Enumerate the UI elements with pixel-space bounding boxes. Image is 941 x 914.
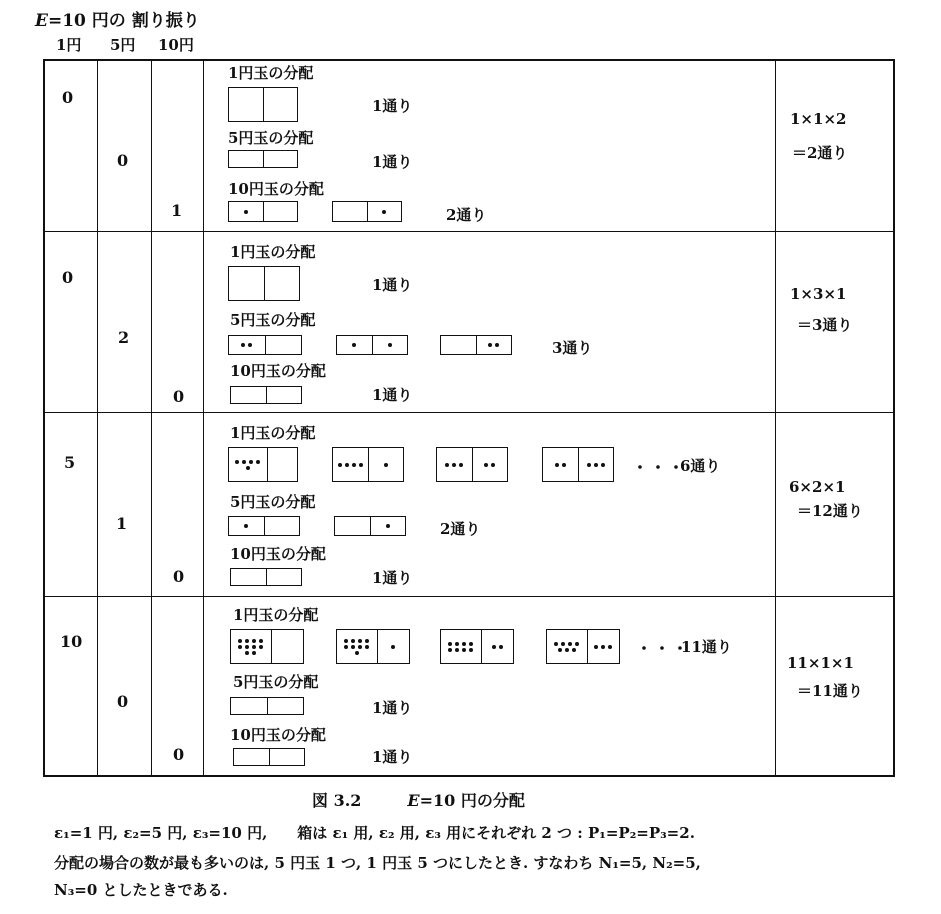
compartment-1 (229, 151, 263, 167)
coin-dot (601, 645, 605, 649)
coin-dot (492, 645, 496, 649)
compartment-2 (267, 698, 304, 714)
compartment-2 (370, 517, 406, 535)
coin-dot (382, 210, 386, 214)
row4-count-10yen: 1通り (372, 748, 413, 766)
r3-10yen-box (230, 568, 302, 586)
r2-5yen-box-a (228, 335, 302, 355)
coin-dot (246, 466, 250, 470)
compartment-1 (337, 336, 372, 354)
coin-dot (344, 645, 348, 649)
row3-n1: 5 (64, 453, 76, 472)
compartment-2 (263, 151, 298, 167)
row3-count-5yen: 2通り (440, 520, 481, 538)
row2-count-10yen: 1通り (372, 386, 413, 404)
r2-10yen-box (230, 386, 302, 404)
compartment-2 (263, 88, 298, 121)
compartment-1 (333, 448, 368, 481)
row3-label-10yen: 10円玉の分配 (230, 545, 326, 563)
compartment-1 (229, 517, 264, 535)
coin-dot (495, 343, 499, 347)
row4-ellipsis-1yen: ・・・ (636, 639, 691, 658)
compartment-2 (377, 630, 410, 663)
coin-dot (455, 648, 459, 652)
coin-dot (245, 645, 249, 649)
coin-dot (445, 463, 449, 467)
compartment-2 (476, 336, 512, 354)
col-divider-4 (775, 59, 776, 777)
col-header-1yen: 1円 (56, 36, 82, 54)
row1-result-line2: ＝2通り (792, 144, 848, 162)
compartment-2 (271, 630, 304, 663)
row1-count-10yen: 2通り (446, 206, 487, 224)
coin-dot (235, 460, 239, 464)
row4-n2: 0 (117, 692, 129, 711)
figure-caption (312, 788, 525, 811)
col-divider-3 (203, 59, 204, 777)
r2-5yen-box-c (440, 335, 512, 355)
row3-label-5yen: 5円玉の分配 (230, 493, 316, 511)
coin-dot (601, 463, 605, 467)
compartment-2 (578, 448, 614, 481)
coin-dot (448, 642, 452, 646)
coin-dot (252, 645, 256, 649)
row3-result-line1: 6×2×1 (789, 478, 846, 496)
col-header-10yen: 10円 (158, 36, 194, 54)
compartment-2 (264, 267, 300, 300)
row4-n3: 0 (173, 745, 185, 764)
coin-dot (572, 648, 576, 652)
coin-dot (562, 463, 566, 467)
compartment-1 (229, 202, 263, 221)
coin-dot (245, 639, 249, 643)
coin-dot (248, 343, 252, 347)
header-title-text: =10 円の 割り振り (47, 11, 200, 31)
caption-fig-number: 図 3.2 (312, 791, 362, 810)
row-divider-2 (43, 412, 895, 413)
coin-dot (462, 642, 466, 646)
compartment-1 (231, 630, 271, 663)
r4-1yen-box-a (230, 629, 304, 664)
row1-label-5yen: 5円玉の分配 (228, 129, 314, 147)
coin-dot (352, 343, 356, 347)
coin-dot (469, 648, 473, 652)
row1-label-10yen: 10円玉の分配 (228, 180, 324, 198)
r1-1yen-box (228, 87, 298, 122)
row-divider-1 (43, 231, 895, 232)
r3-5yen-box-b (334, 516, 406, 536)
coin-dot (244, 524, 248, 528)
header-e-symbol: E (35, 11, 48, 31)
row2-count-5yen: 3通り (552, 339, 593, 357)
row2-label-1yen: 1円玉の分配 (230, 243, 316, 261)
r3-1yen-box-c (436, 447, 508, 482)
coin-dot (575, 642, 579, 646)
compartment-2 (587, 630, 620, 663)
coin-dot (238, 645, 242, 649)
compartment-1 (231, 387, 266, 403)
compartment-2 (481, 630, 514, 663)
coin-dot (488, 343, 492, 347)
r4-1yen-box-b (336, 629, 410, 664)
coin-dot (484, 463, 488, 467)
figure-header-title (35, 6, 200, 31)
row4-label-10yen: 10円玉の分配 (230, 726, 326, 744)
caption-e-symbol: E (407, 791, 420, 810)
r3-1yen-box-b (332, 447, 404, 482)
coin-dot (259, 645, 263, 649)
row1-count-5yen: 1通り (372, 153, 413, 171)
compartment-2 (264, 517, 300, 535)
r3-5yen-box-a (228, 516, 300, 536)
footnote-line3: N₃=0 としたときである. (54, 881, 228, 899)
coin-dot (365, 645, 369, 649)
compartment-1 (229, 448, 267, 481)
r4-5yen-box (230, 697, 304, 715)
row2-label-5yen: 5円玉の分配 (230, 311, 316, 329)
col-divider-1 (97, 59, 98, 777)
compartment-1 (543, 448, 578, 481)
coin-dot (358, 639, 362, 643)
coin-dot (238, 639, 242, 643)
footnote-line1: ε₁=1 円, ε₂=5 円, ε₃=10 円, 箱は ε₁ 用, ε₂ 用, ε₃ 用にそれぞれ 2 つ : P₁=P₂=P₃=2. (54, 824, 695, 842)
row1-count-1yen: 1通り (372, 97, 413, 115)
compartment-1 (335, 517, 370, 535)
compartment-1 (337, 630, 377, 663)
caption-text: =10 円の分配 (419, 791, 525, 810)
coin-dot (555, 463, 559, 467)
coin-dot (594, 463, 598, 467)
compartment-1 (333, 202, 367, 221)
compartment-1 (231, 698, 267, 714)
coin-dot (608, 645, 612, 649)
coin-dot (365, 639, 369, 643)
r1-10yen-box-b (332, 201, 402, 222)
coin-dot (355, 651, 359, 655)
col-divider-2 (151, 59, 152, 777)
row1-result-line1: 1×1×2 (790, 110, 847, 128)
r1-10yen-box-a (228, 201, 298, 222)
coin-dot (448, 648, 452, 652)
coin-dot (245, 651, 249, 655)
coin-dot (452, 463, 456, 467)
compartment-2 (472, 448, 508, 481)
row2-n3: 0 (173, 387, 185, 406)
footnote-line2: 分配の場合の数が最も多いのは, 5 円玉 1 つ, 1 円玉 5 つにしたとき. すなわち N₁=5, N₂=5, (54, 854, 701, 872)
row1-n3: 1 (171, 201, 183, 220)
distribution-table (43, 59, 895, 777)
compartment-1 (441, 336, 476, 354)
coin-dot (359, 463, 363, 467)
coin-dot (568, 642, 572, 646)
coin-dot (242, 460, 246, 464)
row2-label-10yen: 10円玉の分配 (230, 362, 326, 380)
row-divider-3 (43, 596, 895, 597)
coin-dot (587, 463, 591, 467)
row4-label-5yen: 5円玉の分配 (233, 673, 319, 691)
r2-5yen-box-b (336, 335, 408, 355)
row3-n2: 1 (116, 514, 128, 533)
row2-n1: 0 (62, 268, 74, 287)
row2-result-line2: ＝3通り (797, 316, 853, 334)
coin-dot (388, 343, 392, 347)
coin-dot (499, 645, 503, 649)
compartment-1 (229, 88, 263, 121)
coin-dot (561, 642, 565, 646)
coin-dot (358, 645, 362, 649)
row3-ellipsis-1yen: ・・・ (632, 458, 687, 477)
row2-n2: 2 (118, 328, 130, 347)
coin-dot (384, 463, 388, 467)
coin-dot (351, 645, 355, 649)
row1-n1: 0 (62, 88, 74, 107)
r4-1yen-box-c (440, 629, 514, 664)
row4-result-line1: 11×1×1 (787, 654, 854, 672)
coin-dot (259, 639, 263, 643)
compartment-2 (266, 387, 302, 403)
row3-count-10yen: 1通り (372, 569, 413, 587)
coin-dot (351, 639, 355, 643)
coin-dot (344, 639, 348, 643)
coin-dot (391, 645, 395, 649)
coin-dot (462, 648, 466, 652)
coin-dot (256, 460, 260, 464)
compartment-2 (263, 202, 298, 221)
row1-label-1yen: 1円玉の分配 (228, 64, 314, 82)
compartment-2 (372, 336, 408, 354)
compartment-2 (267, 448, 298, 481)
row4-count-5yen: 1通り (372, 699, 413, 717)
compartment-1 (441, 630, 481, 663)
r3-1yen-box-d (542, 447, 614, 482)
coin-dot (565, 648, 569, 652)
coin-dot (252, 651, 256, 655)
row2-result-line1: 1×3×1 (790, 285, 847, 303)
compartment-2 (266, 569, 302, 585)
coin-dot (594, 645, 598, 649)
coin-dot (352, 463, 356, 467)
row4-n1: 10 (60, 632, 83, 651)
coin-dot (244, 210, 248, 214)
row3-result-line2: ＝12通り (797, 502, 863, 520)
compartment-1 (437, 448, 472, 481)
compartment-1 (547, 630, 587, 663)
coin-dot (338, 463, 342, 467)
row1-n2: 0 (117, 151, 129, 170)
compartment-2 (367, 202, 402, 221)
coin-dot (252, 639, 256, 643)
coin-dot (386, 524, 390, 528)
compartment-1 (234, 749, 269, 765)
coin-dot (558, 648, 562, 652)
compartment-2 (368, 448, 404, 481)
row3-count-1yen: 6通り (680, 457, 721, 475)
r4-1yen-box-d (546, 629, 620, 664)
coin-dot (554, 642, 558, 646)
coin-dot (459, 463, 463, 467)
r4-10yen-box (233, 748, 305, 766)
compartment-1 (229, 336, 265, 354)
coin-dot (241, 343, 245, 347)
compartment-2 (265, 336, 302, 354)
row4-result-line2: ＝11通り (797, 682, 863, 700)
coin-dot (469, 642, 473, 646)
row3-n3: 0 (173, 567, 185, 586)
compartment-1 (229, 267, 264, 300)
row2-count-1yen: 1通り (372, 276, 413, 294)
compartment-2 (269, 749, 305, 765)
coin-dot (491, 463, 495, 467)
row3-label-1yen: 1円玉の分配 (230, 424, 316, 442)
r3-1yen-box-a (228, 447, 298, 482)
coin-dot (345, 463, 349, 467)
coin-dot (249, 460, 253, 464)
row4-label-1yen: 1円玉の分配 (233, 606, 319, 624)
coin-dot (455, 642, 459, 646)
r2-1yen-box (228, 266, 300, 301)
r1-5yen-box (228, 150, 298, 168)
row4-count-1yen: 11通り (681, 638, 732, 656)
col-header-5yen: 5円 (110, 36, 136, 54)
compartment-1 (231, 569, 266, 585)
